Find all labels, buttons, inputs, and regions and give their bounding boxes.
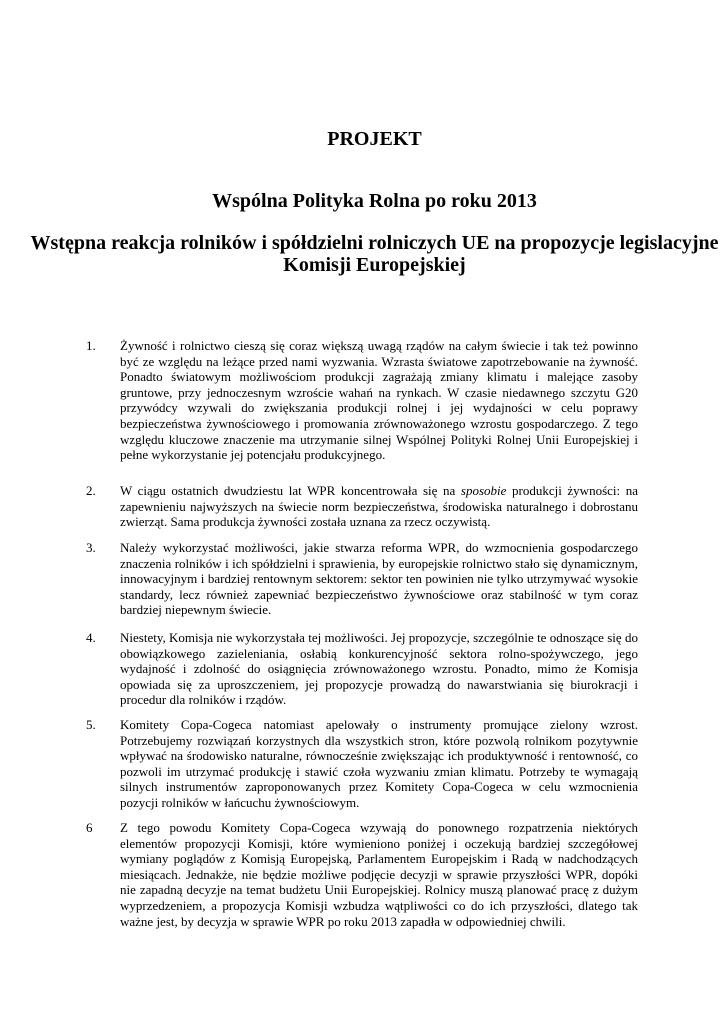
paragraph-text: Komitety Copa-Cogeca natomiast apelowały o instrumenty promujące zielony wzrost. Potrzebujemy rozwiązań korzystnych dla wszystkich stron, które pozwolą rolnikom pozytywnie wpływać na środowisko naturalne, równocześnie zwiększając ich produktywność i rentowność, co pozwoli im utrzymać produkcję i stawić czoła wyzwaniu zmian klimatu. Potrzeby te wymagają silnych instrumentów zaproponowanych przez Komitety Copa-Cogeca w celu wzmocnienia pozycji rolników w łańcuchu żywnościowym. bbox=[120, 717, 638, 810]
paragraph-number: 4. bbox=[86, 630, 96, 645]
paragraph-text: Niestety, Komisja nie wykorzystała tej możliwości. Jej propozycje, szczególnie te odnoszące się do obowiązkowego zazieleniania, osłabią konkurencyjność sektora rolno-spożywczego, jego wydajność i zdolność do osiągnięcia zrównoważonego wzrostu. Ponadto, mimo że Komisja opowiada się za uproszczeniem, jej propozycje prowadzą do nawarstwiania się biurokracji i procedur dla rolników i rządów. bbox=[120, 630, 638, 708]
paragraph-number: 3. bbox=[86, 540, 96, 555]
paragraph-number: 5. bbox=[86, 717, 96, 732]
paragraph-text-part: W ciągu ostatnich dwudziestu lat WPR koncentrowała się na bbox=[120, 483, 461, 498]
paragraph-number: 1. bbox=[86, 338, 96, 353]
document-title: Wspólna Polityka Rolna po roku 2013 bbox=[212, 190, 537, 212]
document-subtitle: Wstępna reakcja rolników i spółdzielni rolniczych UE na propozycje legislacyjne Komisji Europejskiej bbox=[30, 232, 719, 276]
paragraph-number: 6 bbox=[86, 820, 93, 835]
paragraph-text-part: produkcji żywności: na zapewnieniu najwyższych na świecie norm bezpieczeństwa, środowiska naturalnego i dobrostanu zwierząt. Sama produkcja żywności została uznana za rzecz oczywistą. bbox=[120, 483, 638, 530]
paragraph-text: Z tego powodu Komitety Copa-Cogeca wzywają do ponownego rozpatrzenia niektórych elementów propozycji Komisji, które wymieniono poniżej i oczekują bardziej szczegółowej wymiany poglądów z Komisją Europejską, Parlamentem Europejskim i Radą w nadchodzących miesiącach. Jednakże, nie będzie możliwe podjęcie decyzji w sprawie przyszłości WPR, dopóki nie zapadną decyzje na temat budżetu Unii Europejskiej. Rolnicy muszą planować pracę z dużym wyprzedzeniem, a propozycja Komisji wzbudza wątpliwości co do ich przyszłości, dlatego tak ważne jest, by decyzja w sprawie WPR po roku 2013 zapadła w odpowiedniej chwili. bbox=[120, 820, 638, 929]
paragraph-text-emphasis: sposobie bbox=[460, 483, 507, 498]
paragraph-text bbox=[120, 483, 638, 530]
paragraph-text: Należy wykorzystać możliwości, jakie stwarza reforma WPR, do wzmocnienia gospodarczego znaczenia rolników i ich spółdzielni i sprawienia, by europejskie rolnictwo stało się dynamicznym, innowacyjnym i bardziej rentownym sektorem: sektor ten powinien nie tylko utrzymywać wysokie standardy, lecz również zapewniać bezpieczeństwo żywnościowe oraz stabilność w tym coraz bardziej niepewnym świecie. bbox=[120, 540, 638, 618]
paragraph-number: 2. bbox=[86, 483, 96, 498]
paragraph-text: Żywność i rolnictwo cieszą się coraz większą uwagą rządów na całym świecie i tak też powinno być ze względu na leżące przed nami wyzwania. Wzrasta światowe zapotrzebowanie na żywność. Ponadto światowym możliwościom produkcji zagrażają zmiany klimatu i malejące zasoby gruntowe, przy jednoczesnym wzroście wahań na rynkach. W czasie niedawnego szczytu G20 przywódcy wzywali do zwiększania produkcji rolnej i jej wydajności w celu poprawy bezpieczeństwa żywnościowego i promowania zrównoważonego wzrostu gospodarczego. Z tego względu kluczowe znaczenie ma utrzymanie silnej Wspólnej Polityki Rolnej Unii Europejskiej i pełne wykorzystanie jej potencjału produkcyjnego. bbox=[120, 338, 638, 463]
document-label: PROJEKT bbox=[327, 128, 422, 150]
